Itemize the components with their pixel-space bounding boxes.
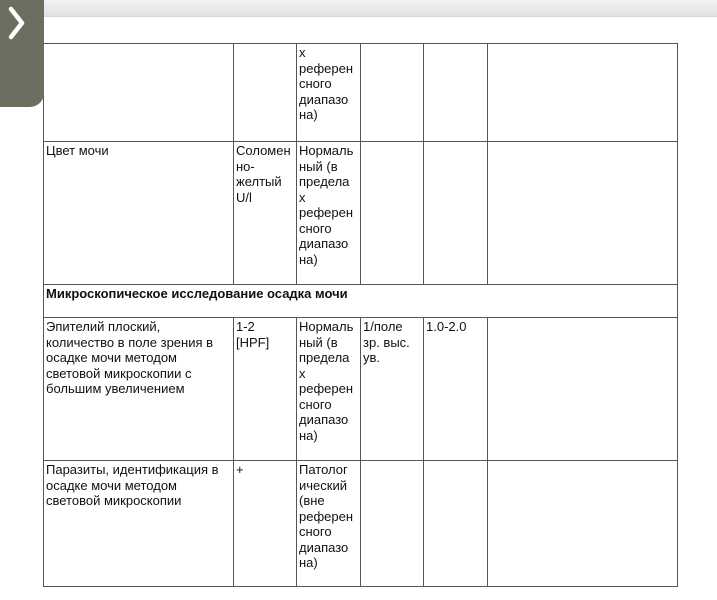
chevron-right-icon <box>7 6 27 40</box>
cell-unit <box>361 44 424 142</box>
cell-result-value: + <box>234 461 297 587</box>
table-row <box>44 142 678 285</box>
cell-result-value <box>234 44 297 142</box>
cell-test-name <box>44 44 234 142</box>
back-button[interactable] <box>0 0 44 107</box>
cell-reference-range: 1.0-2.0 <box>424 318 488 461</box>
table-row <box>44 318 678 461</box>
viewer-top-bar <box>0 0 717 17</box>
cell-test-name: Эпителий плоский, количество в поле зрения в осадке мочи методом световой микроскопии с большим увеличением <box>44 318 234 461</box>
cell-assessment: Нормаль ный (в предела х референ сного диапазо на) <box>297 142 361 285</box>
cell-reference-range <box>424 461 488 587</box>
cell-unit <box>361 461 424 587</box>
cell-result-value: Соломен но- желтый U/l <box>234 142 297 285</box>
lab-results-table <box>43 43 678 587</box>
cell-test-name: Паразиты, идентификация в осадке мочи методом световой микроскопии <box>44 461 234 587</box>
section-header-row <box>44 285 678 318</box>
cell-result-value: 1-2 [HPF] <box>234 318 297 461</box>
cell-comment <box>488 461 678 587</box>
table-row <box>44 44 678 142</box>
cell-comment <box>488 142 678 285</box>
cell-reference-range <box>424 44 488 142</box>
cell-assessment: Патолог ический (вне референ сного диапазо на) <box>297 461 361 587</box>
cell-test-name: Цвет мочи <box>44 142 234 285</box>
cell-assessment: Нормаль ный (в предела х референ сного диапазо на) <box>297 318 361 461</box>
cell-comment <box>488 318 678 461</box>
cell-comment <box>488 44 678 142</box>
cell-unit <box>361 142 424 285</box>
table-row <box>44 461 678 587</box>
section-title: Микроскопическое исследование осадка мочи <box>44 285 678 318</box>
cell-unit: 1/поле зр. выс. ув. <box>361 318 424 461</box>
cell-assessment: х референ сного диапазо на) <box>297 44 361 142</box>
cell-reference-range <box>424 142 488 285</box>
